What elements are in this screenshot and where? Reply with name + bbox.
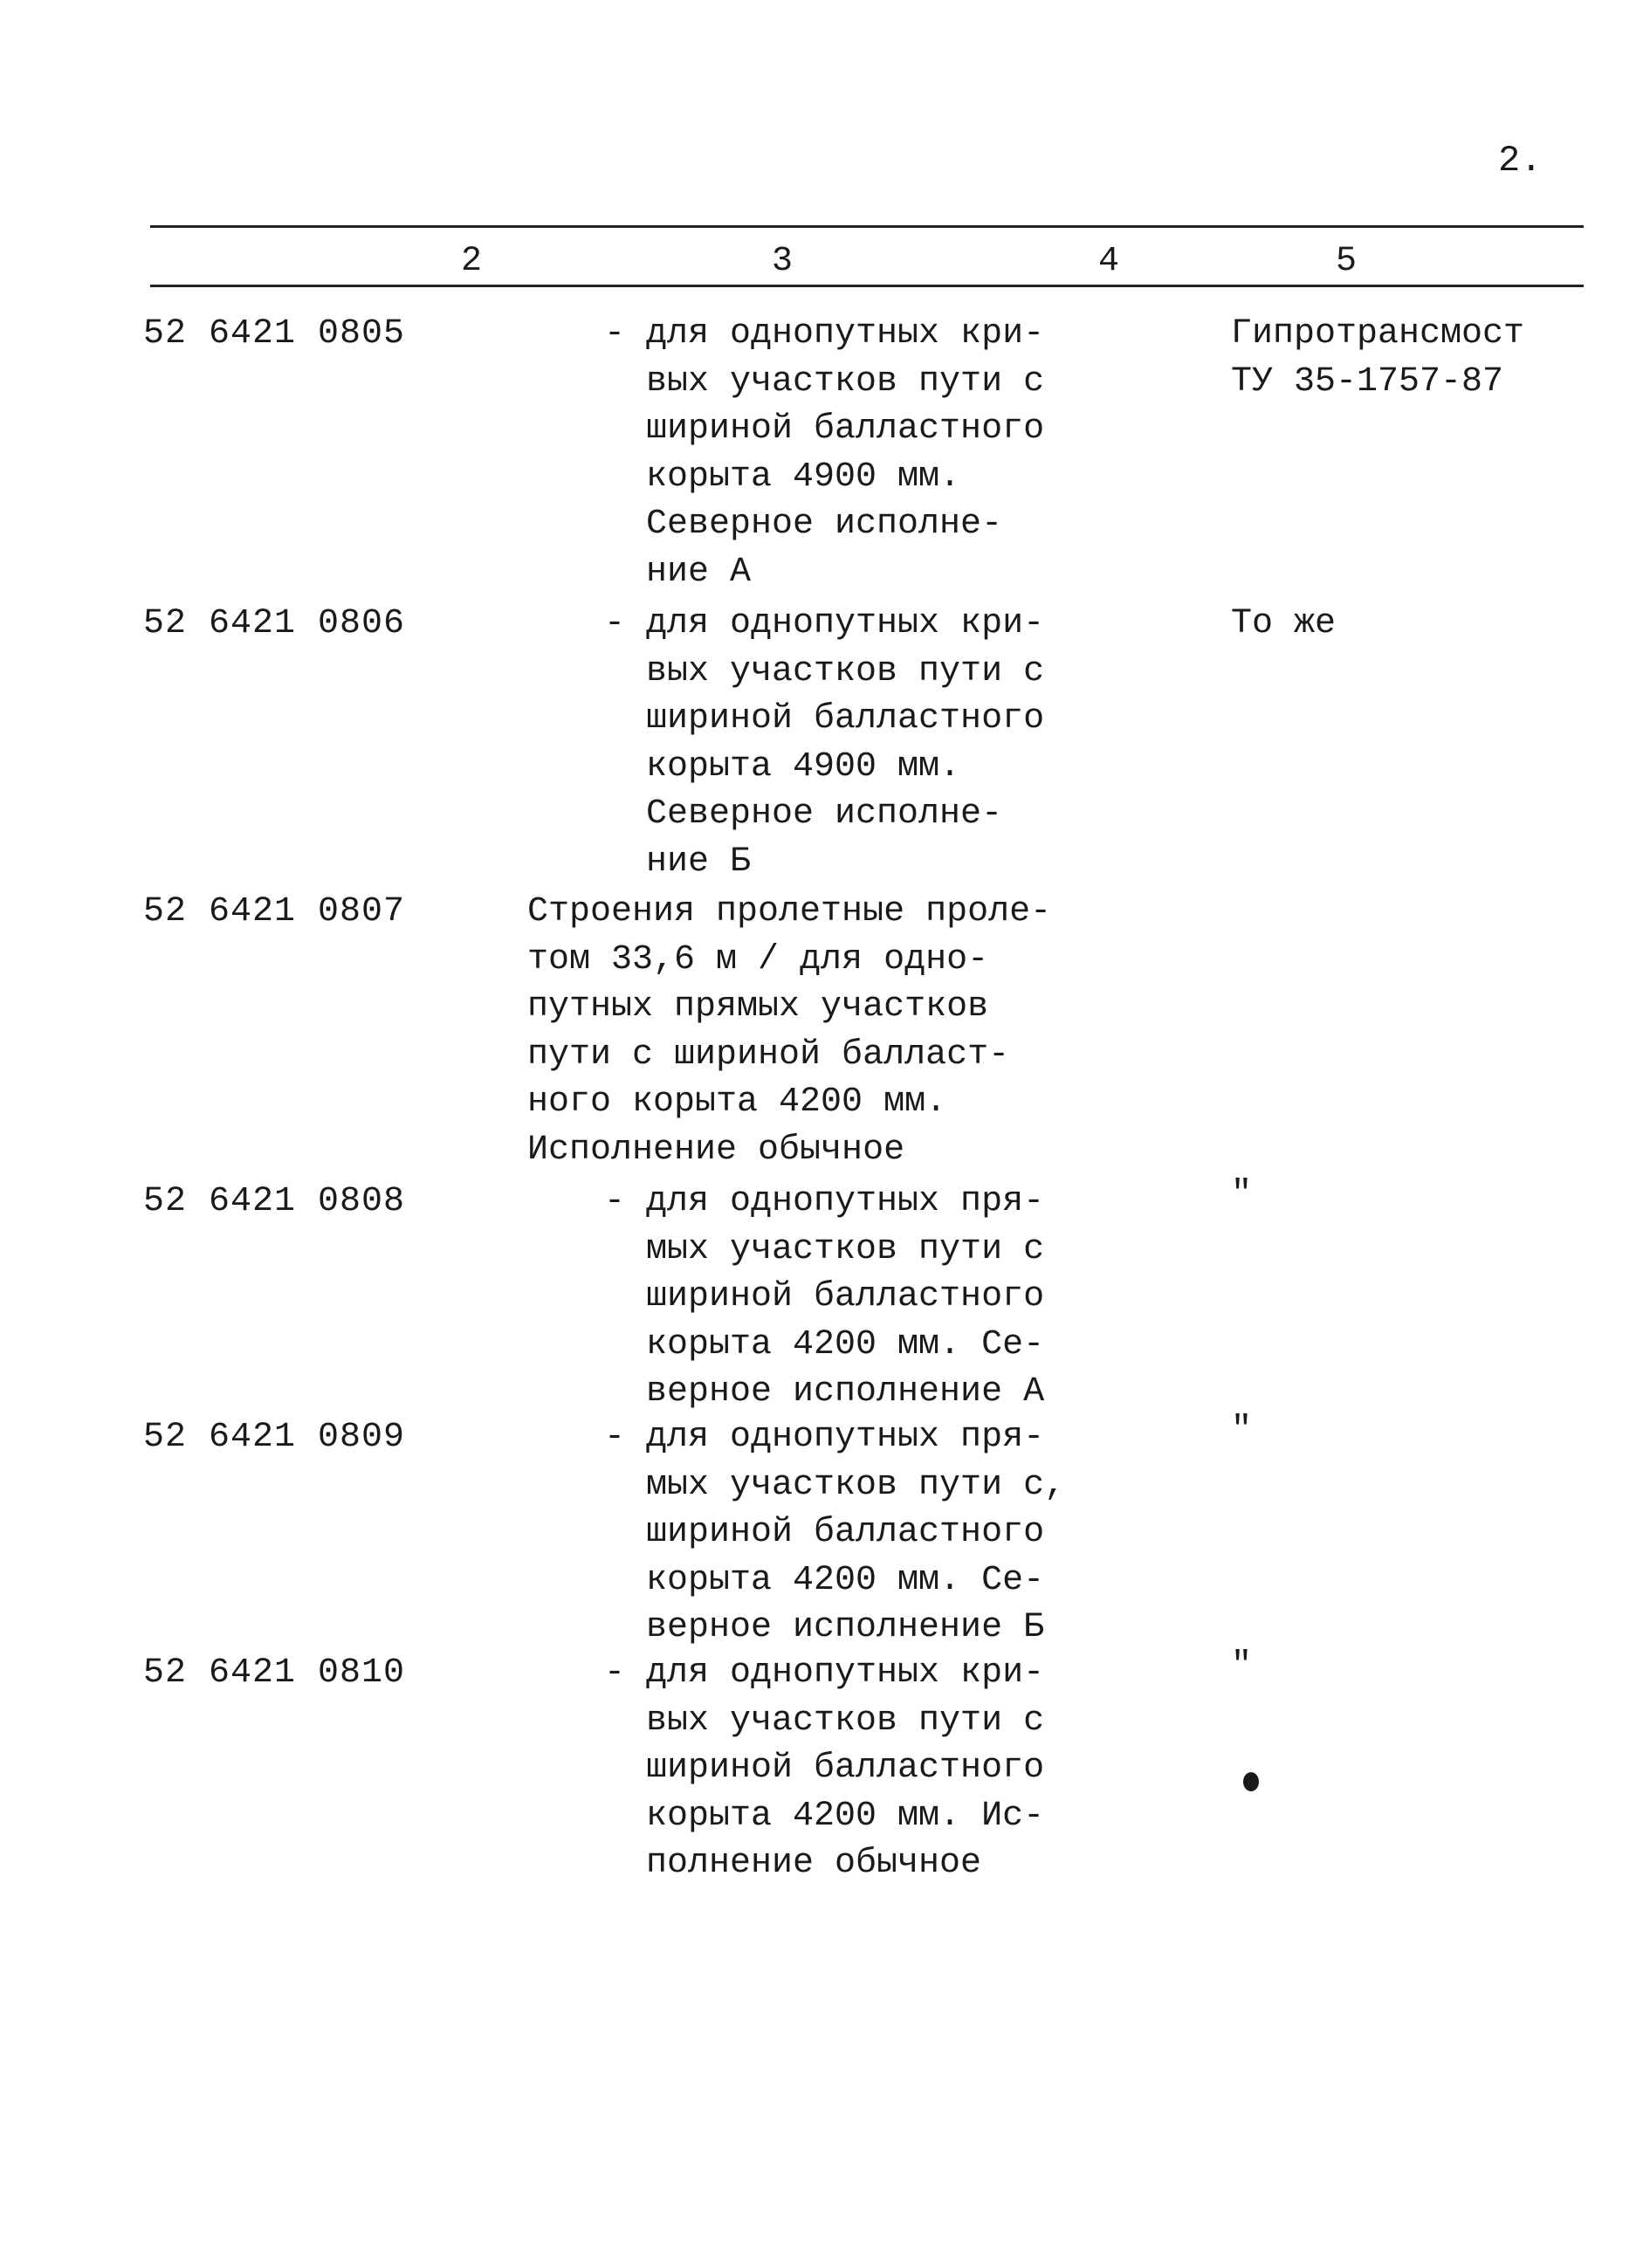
description-line: мых участков пути с, [646, 1465, 1066, 1505]
item-description [646, 601, 1044, 886]
item-remark [1231, 1407, 1252, 1455]
description-line: шириной балластного [646, 699, 1045, 739]
item-description [646, 1650, 1044, 1888]
description-line: мых участков пути с [646, 1229, 1045, 1269]
description-line: верное исполнение А [646, 1372, 1045, 1412]
item-code: 52 6421 0809 [143, 1418, 406, 1457]
description-line: путных прямых участков [527, 987, 989, 1027]
description-line: Строения пролетные проле- [527, 892, 1052, 931]
item-remark [1231, 1172, 1252, 1220]
item-dash: - [604, 1653, 626, 1693]
header-rule-bottom [150, 285, 1584, 287]
description-line: Северное исполне- [646, 505, 1003, 544]
description-line: шириной балластного [646, 409, 1045, 449]
description-line: вых участков пути с [646, 1701, 1045, 1741]
item-description [646, 1179, 1044, 1417]
item-description [646, 311, 1044, 596]
item-code: 52 6421 0806 [143, 604, 406, 643]
description-line: корыта 4200 мм. Ис- [646, 1796, 1045, 1836]
item-dash: - [604, 1182, 626, 1221]
item-code: 52 6421 0810 [143, 1653, 406, 1693]
description-line: вых участков пути с [646, 651, 1045, 691]
description-line: для однопутных пря- [646, 1418, 1045, 1457]
column-number-5: 5 [1336, 242, 1358, 281]
description-line: пути с шириной балласт- [527, 1034, 1010, 1075]
ditto-mark: " [1231, 1175, 1253, 1214]
item-code: 52 6421 0807 [143, 892, 406, 931]
description-line: для однопутных кри- [646, 1653, 1045, 1693]
description-line: корыта 4200 мм. Се- [646, 1324, 1045, 1364]
description-line: вых участков пути с [646, 361, 1045, 402]
item-code: 52 6421 0805 [143, 314, 406, 354]
item-description [527, 889, 1051, 1174]
item-remark [1231, 1643, 1252, 1691]
description-line: том 33,6 м / для одно- [527, 939, 989, 979]
remark-line: Гипротрансмост [1231, 314, 1525, 354]
ink-blot [1238, 1769, 1264, 1795]
item-dash: - [604, 1418, 626, 1457]
description-line: ного корыта 4200 мм. [527, 1082, 947, 1122]
column-number-4: 4 [1098, 242, 1120, 281]
item-dash: - [604, 604, 626, 643]
item-remark [1231, 311, 1524, 406]
item-remark [1231, 601, 1336, 649]
item-dash: - [604, 314, 626, 354]
description-line: Северное исполне- [646, 794, 1003, 834]
description-line: Исполнение обычное [527, 1130, 905, 1170]
header-rule-top [150, 225, 1584, 228]
description-line: полнение обычное [646, 1844, 982, 1883]
description-line: для однопутных кри- [646, 604, 1045, 643]
description-line: ние А [646, 552, 752, 592]
description-line: шириной балластного [646, 1513, 1045, 1552]
description-line: корыта 4200 мм. Се- [646, 1560, 1045, 1600]
remark-line: ТУ 35-1757-87 [1231, 361, 1504, 402]
description-line: для однопутных пря- [646, 1182, 1045, 1221]
description-line: корыта 4900 мм. [646, 746, 961, 787]
description-line: ние Б [646, 842, 752, 882]
item-code: 52 6421 0808 [143, 1182, 406, 1221]
ditto-mark: " [1231, 1411, 1253, 1450]
column-number-3: 3 [772, 242, 794, 281]
column-number-2: 2 [461, 242, 483, 281]
description-line: корыта 4900 мм. [646, 457, 961, 497]
remark-line: То же [1231, 604, 1337, 643]
ditto-mark: " [1231, 1646, 1253, 1686]
description-line: шириной балластного [646, 1749, 1045, 1788]
description-line: шириной балластного [646, 1277, 1045, 1316]
item-description [646, 1414, 1065, 1653]
description-line: для однопутных кри- [646, 314, 1045, 354]
page-number: 2. [1498, 140, 1543, 182]
description-line: верное исполнение Б [646, 1608, 1045, 1647]
